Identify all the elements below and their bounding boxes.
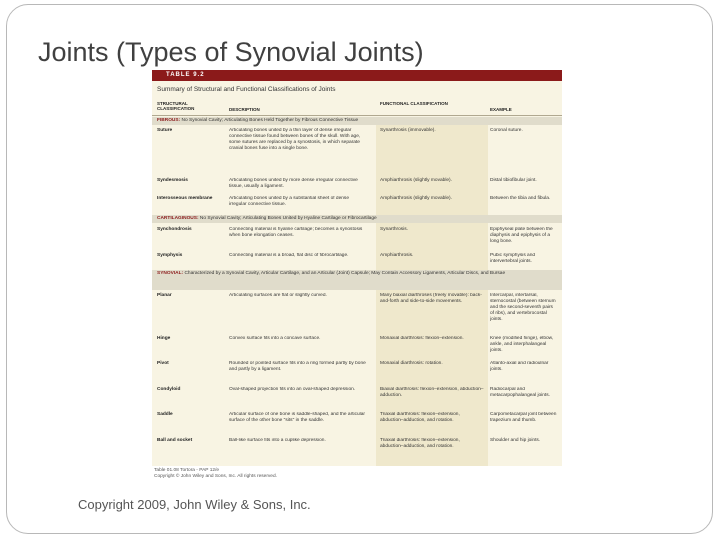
joint-functional: Synarthrosis. [380, 227, 408, 232]
joint-name: Suture [157, 128, 173, 133]
joint-functional: Amphiarthrosis (slightly movable). [380, 196, 452, 201]
section-text: No Synovial Cavity; Articulating Bones United by Hyaline Cartilage or Fibrocartilage [199, 216, 377, 221]
section-text: Characterized by a Synovial Cavity, Articular Cartilage, and an Articular (Joint) Capsule; May Contain Accessory Ligaments, Articular Discs, and Bursae [184, 271, 506, 276]
table-tag: TABLE 9.2 [152, 70, 562, 81]
joint-example: Pubic symphysis and intervertebral joints. [490, 253, 536, 264]
section-text: No Synovial Cavity; Articulating Bones Held Together by Fibrous Connective Tissue [181, 118, 359, 123]
joint-example: Carpometacarpal joint between trapezium and thumb. [490, 412, 557, 423]
joint-name: Pivot [157, 361, 169, 366]
section-label: SYNOVIAL: [157, 271, 184, 276]
joint-name: Hinge [157, 336, 171, 341]
joint-functional: Monaxial diarthrosis: rotation. [380, 361, 443, 366]
joint-description: Ball-like surface fits into a cuplike depression. [229, 438, 326, 443]
section-band-cartilaginous [152, 215, 562, 223]
joint-description: Articular surface of one bone is saddle-shaped, and the articular surface of the other bone "sits" in the saddle. [229, 412, 365, 423]
joint-example: Atlanto-axial and radioulnar joints. [490, 361, 549, 372]
joint-name: Synchondrosis [157, 227, 192, 232]
joint-name: Interosseous membrane [157, 196, 213, 201]
joint-description: Convex surface fits into a concave surface. [229, 336, 321, 341]
slide-title: Joints (Types of Synovial Joints) [38, 37, 424, 67]
header-functional: FUNCTIONAL CLASSIFICATION [380, 101, 448, 106]
joint-description: Oval-shaped projection fits into an oval-shaped depression. [229, 387, 356, 392]
joint-example: Between the tibia and fibula. [490, 196, 551, 201]
joint-example: Distal tibiofibular joint. [490, 178, 537, 183]
table-caption: Summary of Structural and Functional Classifications of Joints [157, 86, 336, 93]
joint-functional: Amphiarthrosis (slightly movable). [380, 178, 452, 183]
joint-description: Connecting material is hyaline cartilage; becomes a synostosis when bone elongation ceases. [229, 227, 363, 238]
joint-name: Syndesmosis [157, 178, 188, 183]
section-band-fibrous [152, 117, 562, 125]
joint-name: Planar [157, 293, 172, 298]
joint-description: Articulating bones united by a substantial sheet of dense irregular connective tissue. [229, 196, 350, 207]
joint-description: Rounded or pointed surface fits into a ring formed partly by bone and partly by a ligament. [229, 361, 366, 372]
joint-example: Radiocarpal and metacarpophalangeal joints. [490, 387, 551, 398]
joint-description: Articulating bones united by a thin layer of dense irregular connective tissue found between bones of the skull. With age, some sutures are replaced by a synostosis, in which separate cranial bones fuse into a single bone. [229, 128, 361, 151]
joint-example: Epiphyseal plate between the diaphysis and epiphysis of a long bone. [490, 227, 553, 244]
joint-example: Shoulder and hip joints. [490, 438, 541, 443]
joint-functional: Triaxial diarthrosis: flexion–extension, abduction–adduction, and rotation. [380, 438, 460, 449]
header-description: DESCRIPTION [229, 107, 260, 112]
table-footnote: Table 01.08 Tortora - PAP 12/e Copyright © John Wiley and Sons, Inc. All rights reserved. [154, 468, 277, 479]
joint-functional: Monaxial diarthrosis: flexion–extension. [380, 336, 464, 341]
section-band-synovial [152, 270, 562, 290]
joint-description: Connecting material is a broad, flat disc of fibrocartilage. [229, 253, 349, 258]
joint-description: Articulating bones united by more dense irregular connective tissue, usually a ligament. [229, 178, 358, 189]
section-label: FIBROUS: [157, 118, 181, 123]
joint-example: Coronal suture. [490, 128, 523, 133]
header-structural: STRUCTURAL CLASSIFICATION [157, 101, 195, 111]
joint-functional: Many biaxial diarthroses (freely movable): back-and-forth and side-to-side movements. [380, 293, 482, 304]
joint-description: Articulating surfaces are flat or slightly curved. [229, 293, 327, 298]
section-label: CARTILAGINOUS: [157, 216, 199, 221]
joint-name: Saddle [157, 412, 173, 417]
joint-functional: Synarthrosis (immovable). [380, 128, 436, 133]
joint-functional: Triaxial diarthrosis: flexion–extension, abduction–adduction, and rotation. [380, 412, 460, 423]
joint-functional: Amphiarthrosis. [380, 253, 414, 258]
copyright-notice: Copyright 2009, John Wiley & Sons, Inc. [78, 497, 311, 512]
joint-classification-table [152, 70, 562, 466]
joint-name: Symphysis [157, 253, 183, 258]
header-rule [152, 115, 562, 116]
joint-functional: Biaxial diarthrosis: flexion–extension, abduction–adduction. [380, 387, 484, 398]
joint-name: Ball and socket [157, 438, 193, 443]
header-example: EXAMPLE [490, 107, 512, 112]
joint-name: Condyloid [157, 387, 181, 392]
joint-example: Knee (modified hinge), elbow, ankle, and interphalangeal joints. [490, 336, 554, 353]
joint-example: Intercarpal, intertarsal, sternocostal (between sternum and the second-seventh pairs of ribs), and vertebrocostal joints. [490, 293, 556, 322]
